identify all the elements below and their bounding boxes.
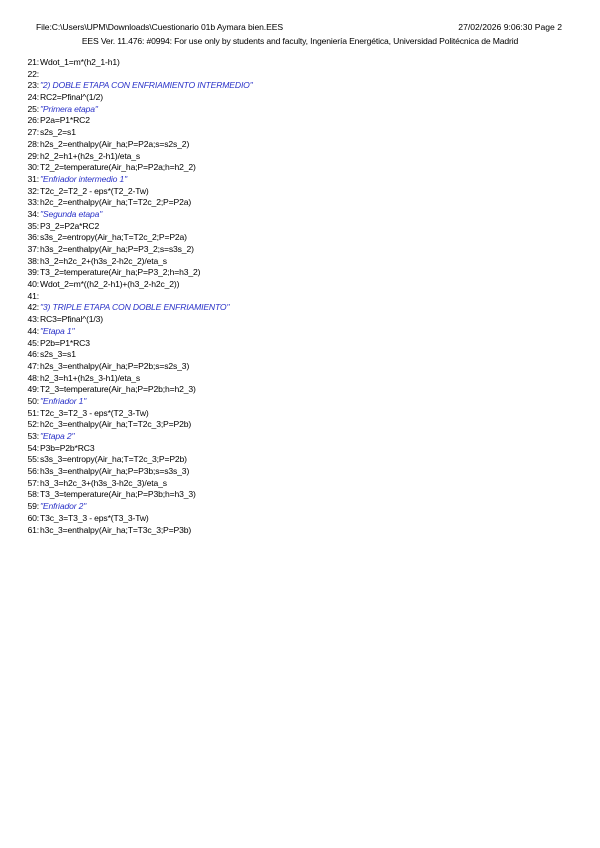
equation-text: T2c_2=T2_2 - eps*(T2_2-Tw) — [40, 185, 149, 196]
equation-line — [22, 478, 582, 490]
line-number: 40: — [27, 279, 39, 290]
comment-text: "Etapa 2" — [40, 431, 75, 441]
equation-line — [22, 151, 582, 163]
equation-line — [22, 373, 582, 385]
equation-line — [22, 466, 582, 478]
date-page: 27/02/2026 9:06:30 Page 2 — [458, 22, 562, 32]
equation-line — [22, 291, 582, 303]
comment-line — [22, 209, 582, 221]
equation-text: P2b=P1*RC3 — [40, 337, 90, 348]
line-number: 36: — [27, 232, 39, 243]
line-number: 29: — [27, 150, 39, 161]
equation-text: h3c_3=enthalpy(Air_ha;T=T3c_3;P=P3b) — [40, 524, 192, 535]
equation-line — [22, 221, 582, 233]
equation-line — [22, 443, 582, 455]
equation-text: Wdot_2=m*((h2_2-h1)+(h3_2-h2c_2)) — [40, 279, 180, 290]
line-number: 35: — [27, 220, 39, 231]
equation-text: RC3=Pfinal^(1/3) — [40, 314, 104, 325]
equation-text: h2s_2=enthalpy(Air_ha;P=P2a;s=s2s_2) — [40, 138, 190, 149]
equation-text: P3b=P2b*RC3 — [40, 442, 95, 453]
equation-text: h2c_3=enthalpy(Air_ha;T=T2c_3;P=P2b) — [40, 419, 192, 430]
equation-line — [22, 92, 582, 104]
equation-text: P2a=P1*RC2 — [40, 115, 90, 126]
file-path: File:C:\Users\UPM\Downloads\Cuestionario 01b Aymara bien.EES — [36, 22, 283, 32]
equation-text: h3_3=h2c_3+(h3s_3-h2c_3)/eta_s — [40, 477, 167, 488]
equation-line — [22, 57, 582, 69]
equation-line — [22, 115, 582, 127]
equation-text: T2_3=temperature(Air_ha;P=P2b;h=h2_3) — [40, 384, 196, 395]
equation-line — [22, 489, 582, 501]
line-number: 28: — [27, 138, 39, 149]
equation-text: h3_2=h2c_2+(h3s_2-h2c_2)/eta_s — [40, 255, 167, 266]
equation-text: Wdot_1=m*(h2_1-h1) — [40, 57, 120, 67]
comment-line — [22, 396, 582, 408]
equation-line — [22, 267, 582, 279]
line-number: 57: — [27, 477, 39, 488]
line-number: 27: — [27, 127, 39, 138]
comment-line — [22, 80, 582, 92]
line-number: 49: — [27, 384, 39, 395]
equation-line — [22, 232, 582, 244]
line-number: 22: — [27, 68, 39, 79]
line-number: 38: — [27, 255, 39, 266]
line-number: 51: — [27, 407, 39, 418]
comment-text: "Primera etapa" — [40, 103, 98, 114]
equation-text: h2c_2=enthalpy(Air_ha;T=T2c_2;P=P2a) — [40, 197, 192, 208]
equation-text: h3s_2=enthalpy(Air_ha;P=P3_2;s=s3s_2) — [40, 244, 194, 254]
equation-text: h2s_3=enthalpy(Air_ha;P=P2b;s=s2s_3) — [40, 360, 190, 371]
line-number: 31: — [27, 173, 39, 184]
line-number: 23: — [27, 80, 39, 91]
line-number: 41: — [27, 290, 39, 301]
equation-line — [22, 513, 582, 525]
comment-line — [22, 302, 582, 314]
equation-line — [22, 349, 582, 361]
line-number: 56: — [27, 466, 39, 477]
equation-text: RC2=Pfinal^(1/2) — [40, 92, 104, 103]
line-number: 21: — [27, 57, 39, 67]
comment-text: "Segunda etapa" — [40, 208, 103, 219]
equation-line — [22, 408, 582, 420]
line-number: 39: — [27, 267, 39, 278]
comment-text: "Enfriador 2" — [40, 501, 87, 512]
line-number: 44: — [27, 325, 39, 336]
line-number: 48: — [27, 372, 39, 383]
equation-text: T3_3=temperature(Air_ha;P=P3b;h=h3_3) — [40, 489, 196, 500]
line-number: 61: — [27, 524, 39, 535]
line-number: 47: — [27, 360, 39, 371]
comment-line — [22, 501, 582, 513]
comment-text: "3) TRIPLE ETAPA CON DOBLE ENFRIAMIENTO" — [40, 302, 230, 313]
line-number: 54: — [27, 442, 39, 453]
equation-line — [22, 69, 582, 81]
line-number: 46: — [27, 349, 39, 360]
line-number: 50: — [27, 395, 39, 406]
line-number: 25: — [27, 103, 39, 114]
line-number: 52: — [27, 419, 39, 430]
comment-text: "Enfriador intermedio 1" — [40, 173, 128, 184]
line-number: 26: — [27, 115, 39, 126]
equation-text: h2_2=h1+(h2s_2-h1)/eta_s — [40, 150, 141, 161]
equation-text: T3_2=temperature(Air_ha;P=P3_2;h=h3_2) — [40, 267, 201, 278]
equation-line — [22, 419, 582, 431]
comment-line — [22, 431, 582, 443]
equation-line — [22, 139, 582, 151]
page-header — [0, 22, 600, 52]
equation-line — [22, 197, 582, 209]
equation-line — [22, 525, 582, 537]
comment-text: "2) DOBLE ETAPA CON ENFRIAMIENTO INTERMEDIO" — [40, 80, 253, 91]
line-number: 42: — [27, 302, 39, 313]
equation-line — [22, 186, 582, 198]
equation-text: h2_3=h1+(h2s_3-h1)/eta_s — [40, 372, 141, 383]
line-number: 32: — [27, 185, 39, 196]
comment-text: "Etapa 1" — [40, 325, 75, 336]
equation-line — [22, 314, 582, 326]
line-number: 53: — [27, 431, 39, 441]
equation-listing — [22, 57, 582, 536]
equation-line — [22, 162, 582, 174]
equation-text: T3c_3=T3_3 - eps*(T3_3-Tw) — [40, 512, 149, 523]
comment-line — [22, 104, 582, 116]
equation-line — [22, 256, 582, 268]
line-number: 37: — [27, 244, 39, 254]
equation-line — [22, 384, 582, 396]
equation-text: s3s_3=entropy(Air_ha;T=T2c_3;P=P2b) — [40, 454, 187, 465]
comment-line — [22, 326, 582, 338]
equation-line — [22, 361, 582, 373]
equation-line — [22, 279, 582, 291]
equation-text: s2s_3=s1 — [40, 349, 76, 360]
comment-text: "Enfriador 1" — [40, 395, 87, 406]
equation-text: s3s_2=entropy(Air_ha;T=T2c_2;P=P2a) — [40, 232, 187, 243]
line-number: 30: — [27, 162, 39, 173]
line-number: 34: — [27, 208, 39, 219]
equation-line — [22, 338, 582, 350]
line-number: 24: — [27, 92, 39, 103]
equation-text: T2_2=temperature(Air_ha;P=P2a;h=h2_2) — [40, 162, 196, 173]
line-number: 59: — [27, 501, 39, 512]
line-number: 45: — [27, 337, 39, 348]
equation-text: P3_2=P2a*RC2 — [40, 220, 100, 231]
equation-text: T2c_3=T2_3 - eps*(T2_3-Tw) — [40, 407, 149, 418]
line-number: 58: — [27, 489, 39, 500]
equation-line — [22, 127, 582, 139]
line-number: 55: — [27, 454, 39, 465]
equation-line — [22, 244, 582, 256]
comment-line — [22, 174, 582, 186]
equation-text: s2s_2=s1 — [40, 127, 76, 138]
equation-line — [22, 454, 582, 466]
line-number: 43: — [27, 314, 39, 325]
equation-text: h3s_3=enthalpy(Air_ha;P=P3b;s=s3s_3) — [40, 466, 190, 477]
line-number: 33: — [27, 197, 39, 208]
line-number: 60: — [27, 512, 39, 523]
license-line: EES Ver. 11.476: #0994: For use only by students and faculty, Ingeniería Energética, Universidad Politécnica de Madrid — [81, 36, 519, 46]
